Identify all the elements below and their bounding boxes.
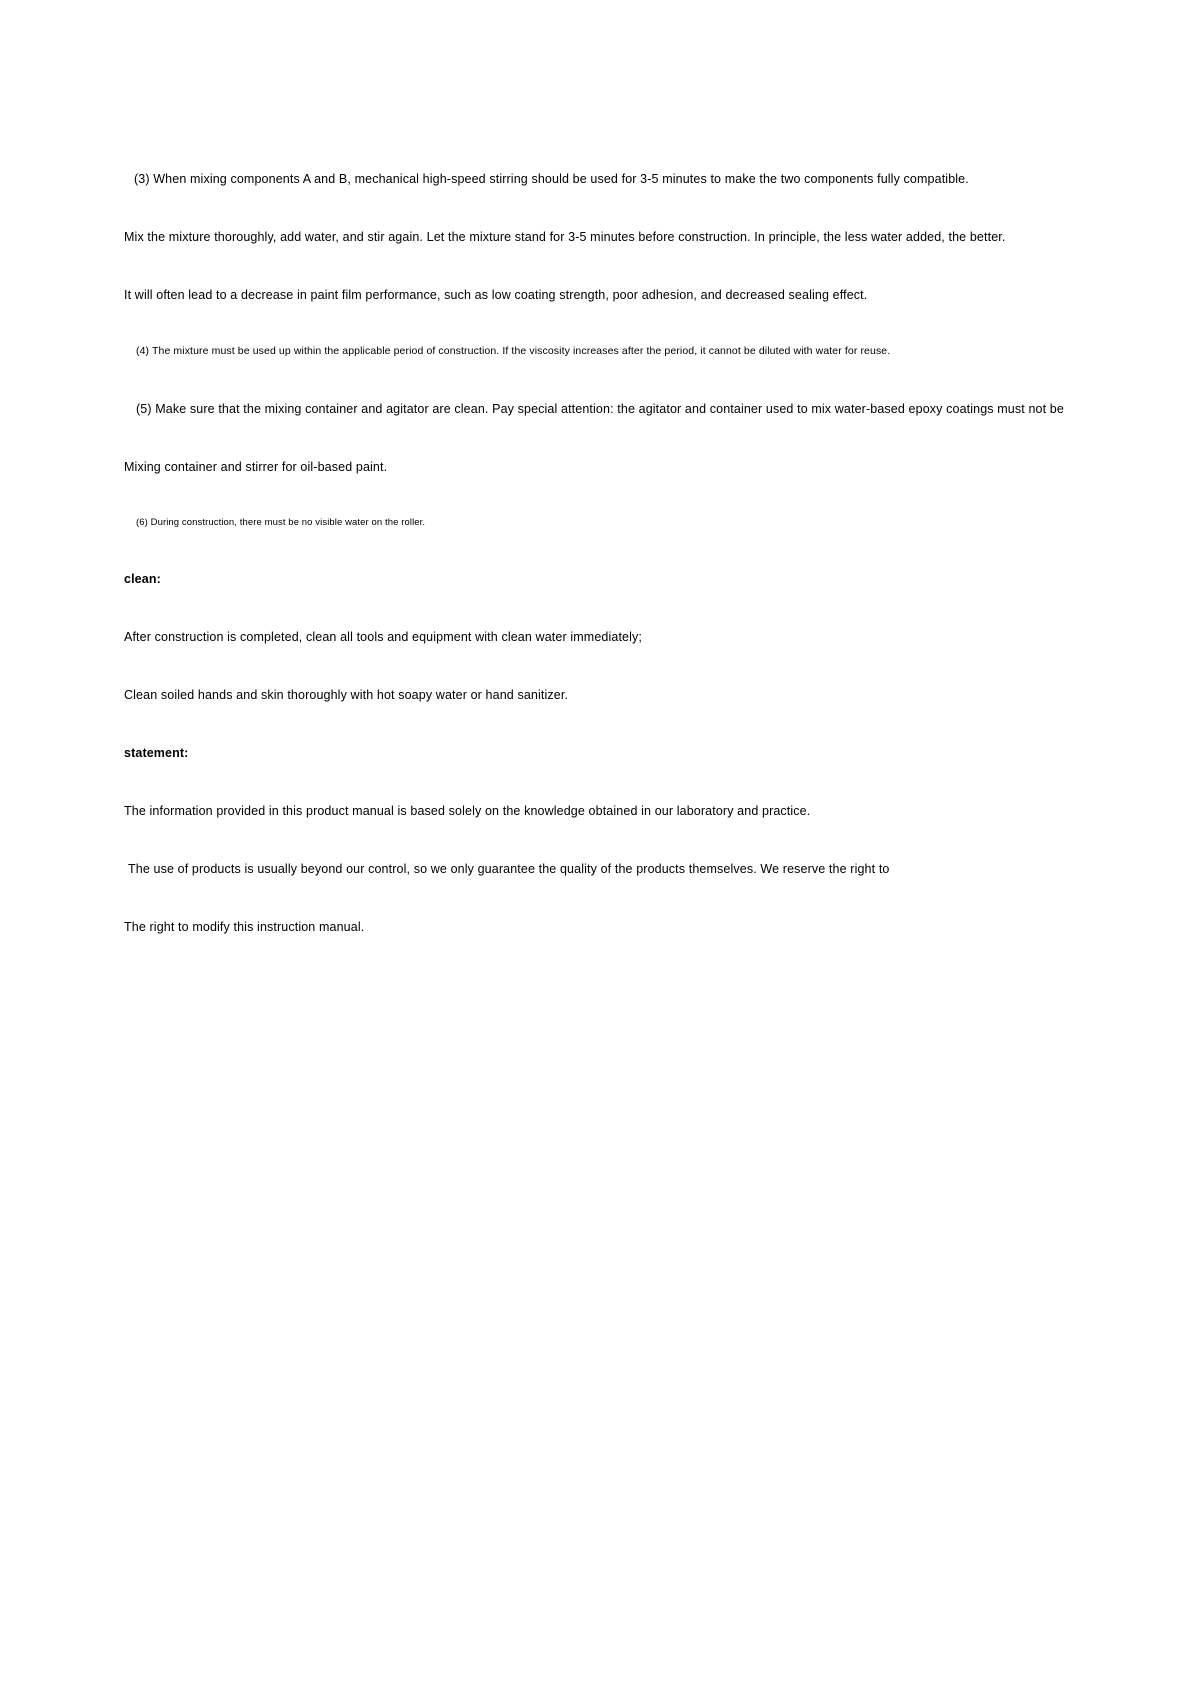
paragraph-item-3: (3) When mixing components A and B, mechanical high-speed stirring should be used for 3-5 minutes to make the two components fully compatible.	[134, 172, 969, 186]
paragraph-statement-modify: The right to modify this instruction manual.	[124, 920, 365, 935]
paragraph-clean-hands: Clean soiled hands and skin thoroughly with hot soapy water or hand sanitizer.	[124, 687, 569, 702]
paragraph-item-4: (4) The mixture must be used up within the applicable period of construction. If the viscosity increases after the period, it cannot be diluted with water for reuse.	[136, 345, 891, 358]
paragraph-film-performance: It will often lead to a decrease in paint film performance, such as low coating strength, poor adhesion, and decreased sealing effect.	[124, 288, 868, 303]
paragraph-clean-tools: After construction is completed, clean all tools and equipment with clean water immediately;	[124, 629, 643, 644]
paragraph-item-5: (5) Make sure that the mixing container and agitator are clean. Pay special attention: the agitator and container used to mix water-based epoxy coatings must not be	[136, 401, 1064, 416]
paragraph-statement-info: The information provided in this product manual is based solely on the knowledge obtained in our laboratory and practice.	[124, 804, 811, 819]
heading-statement: statement:	[124, 745, 189, 760]
paragraph-item-6: (6) During construction, there must be no visible water on the roller.	[136, 516, 426, 528]
paragraph-mix: Mix the mixture thoroughly, add water, and stir again. Let the mixture stand for 3-5 minutes before construction. In principle, the less water added, the better.	[124, 230, 1006, 245]
heading-clean: clean:	[124, 571, 161, 586]
document-body	[124, 170, 1084, 936]
paragraph-statement-use: The use of products is usually beyond our control, so we only guarantee the quality of the products themselves. We reserve the right to	[128, 862, 890, 877]
paragraph-oil-based-container: Mixing container and stirrer for oil-based paint.	[124, 459, 388, 474]
